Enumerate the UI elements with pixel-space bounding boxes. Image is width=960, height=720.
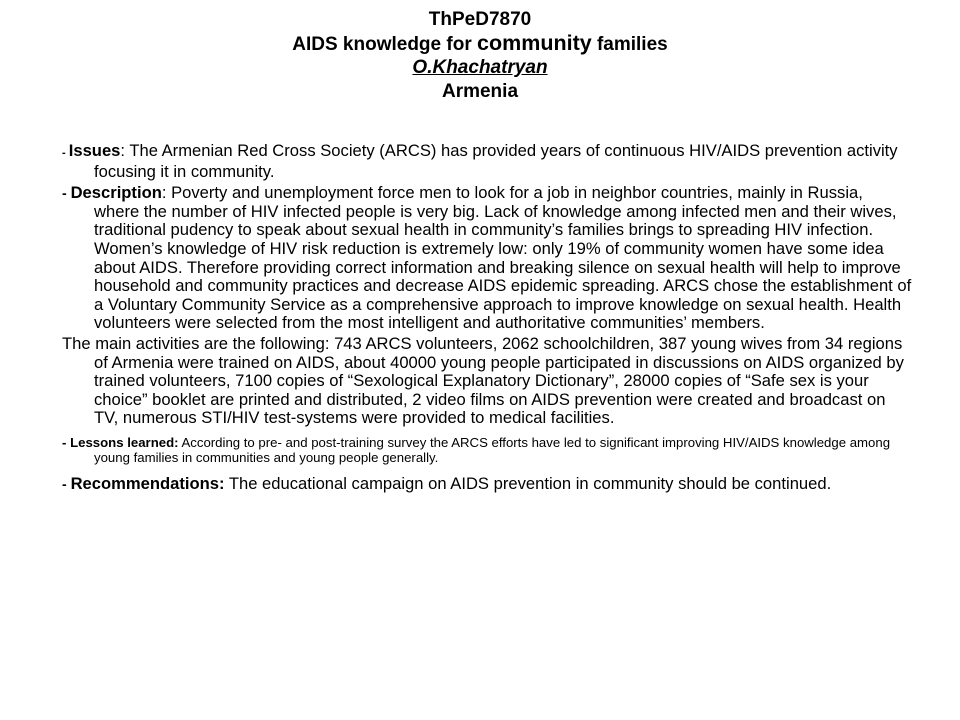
lessons-label: Lessons learned: [70, 434, 179, 450]
recommendations-label: Recommendations: [70, 473, 225, 493]
recommendations-paragraph [62, 475, 912, 494]
recommendations-dash: - [62, 475, 71, 492]
description-text: : Poverty and unemployment force men to look for a job in neighbor countries, mainly in Russia, where the number of HIV infected people is very big. Lack of knowledge among infected men and their wives, traditional pudency to speak about sexual health in community’s families brings to spreading HIV infection. Women’s knowledge of HIV risk reduction is extremely low: only 19% of community women have some idea about AIDS. Therefore providing correct information and breaking silence on sexual health will help to improve household and community practices and decrease AIDS epidemic spreading. ARCS chose the establishment of a Voluntary Community Service as a comprehensive approach to improve knowledge on sexual health. Health volunteers were selected from the most intelligent and authoritative communities’ members. [94, 183, 912, 333]
title-emphasis: community [477, 30, 592, 55]
country-name: Armenia [441, 80, 519, 102]
issues-text: : The Armenian Red Cross Society (ARCS) has provided years of continuous HIV/AIDS prevention activity focusing it in community. [94, 141, 898, 181]
author-name: O.Khachatryan [412, 57, 548, 78]
description-label: Description [70, 183, 162, 203]
lessons-text: According to pre- and post-training survey the ARCS efforts have led to significant improving HIV/AIDS knowledge among young families in communities and young people generally. [94, 434, 891, 465]
lessons-dash: - [62, 434, 71, 450]
main-activities-paragraph: The main activities are the following: 743 ARCS volunteers, 2062 schoolchildren, 387 young wives from 34 regions of Armenia were trained on AIDS, about 40000 young people participated in discussions on AIDS organized by trained volunteers, 7100 copies of “Sexological Explanatory Dictionary”, 28000 copies of “Safe sex is your choice” booklet are printed and distributed, 2 video films on AIDS prevention were created and broadcast on TV, numerous STI/HIV test-systems were provided to medical facilities. [62, 333, 904, 428]
title-part-1: AIDS knowledge for [292, 33, 477, 55]
recommendations-text: The educational campaign on AIDS prevention in community should be continued. [224, 473, 832, 493]
issues-paragraph [62, 142, 912, 181]
issues-label: Issues [68, 141, 121, 160]
issues-dash: - [62, 147, 69, 159]
abstract-body [62, 142, 912, 501]
title-part-2: families [591, 33, 668, 55]
description-dash: - [62, 185, 71, 202]
abstract-code: ThPeD7870 [428, 9, 532, 30]
abstract-title [0, 32, 960, 57]
description-paragraph [62, 184, 912, 333]
lessons-paragraph [62, 435, 912, 465]
poster-header [0, 8, 960, 103]
